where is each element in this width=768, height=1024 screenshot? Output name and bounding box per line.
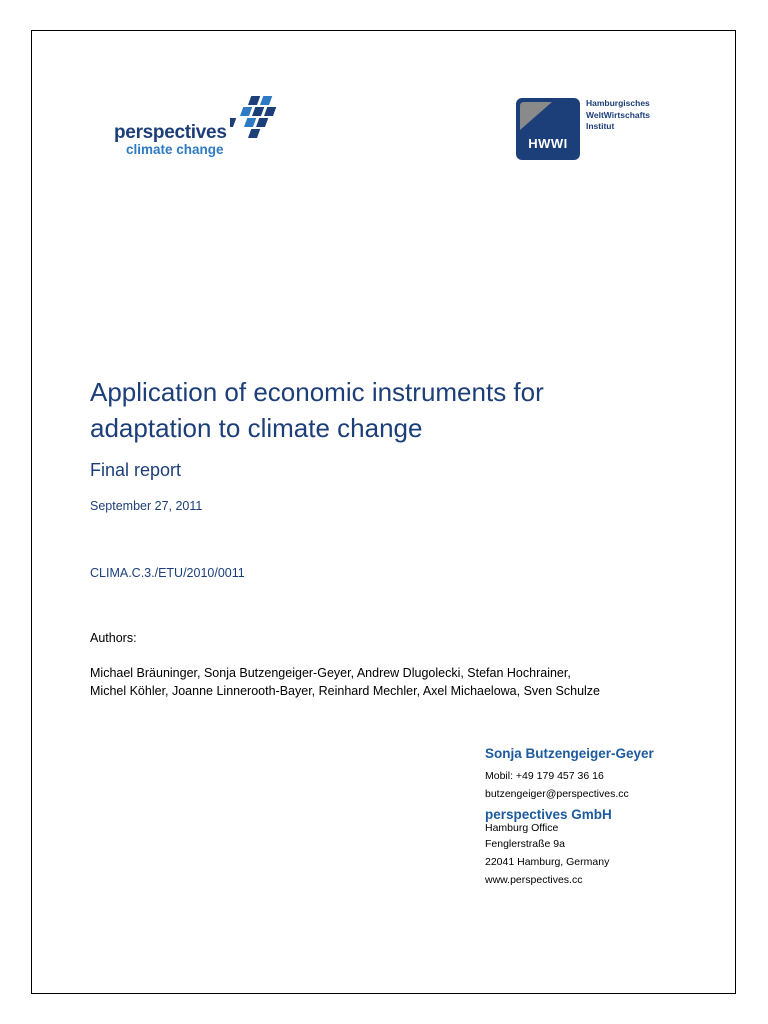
report-title — [90, 374, 690, 446]
hwwi-logo — [516, 98, 666, 162]
authors-label: Authors: — [90, 631, 137, 645]
hwwi-name-line: Institut — [586, 121, 615, 131]
report-reference: CLIMA.C.3./ETU/2010/0011 — [90, 566, 245, 580]
hwwi-name-line: Hamburgisches — [586, 98, 650, 108]
contact-block — [485, 746, 725, 889]
contact-website[interactable]: www.perspectives.cc — [485, 874, 583, 886]
authors-list — [90, 664, 690, 700]
hwwi-institute-name — [586, 98, 650, 133]
perspectives-squares-icon — [230, 94, 284, 140]
perspectives-logo-word: perspectives — [114, 122, 227, 143]
perspectives-logo-tagline: climate change — [126, 142, 224, 157]
contact-office: Hamburg Office — [485, 822, 559, 834]
contact-street: Fenglerstraße 9a — [485, 838, 565, 850]
authors-line: Michael Bräuninger, Sonja Butzengeiger-Geyer, Andrew Dlugolecki, Stefan Hochrainer, — [90, 666, 571, 680]
report-title-line: Application of economic instruments for — [90, 377, 544, 407]
hwwi-name-line: WeltWirtschafts — [586, 109, 650, 120]
contact-city: 22041 Hamburg, Germany — [485, 856, 610, 868]
perspectives-logo — [112, 94, 284, 160]
report-date: September 27, 2011 — [90, 499, 203, 513]
report-subtitle: Final report — [90, 460, 182, 480]
contact-company: perspectives GmbH — [485, 807, 612, 822]
contact-email[interactable]: butzengeiger@perspectives.cc — [485, 788, 629, 800]
contact-person: Sonja Butzengeiger-Geyer — [485, 746, 654, 761]
contact-phone: Mobil: +49 179 457 36 16 — [485, 770, 604, 782]
hwwi-abbreviation: HWWI — [528, 136, 568, 151]
authors-line: Michel Köhler, Joanne Linnerooth-Bayer, Reinhard Mechler, Axel Michaelowa, Sven Schulze — [90, 684, 601, 698]
report-title-line: adaptation to climate change — [90, 413, 423, 443]
